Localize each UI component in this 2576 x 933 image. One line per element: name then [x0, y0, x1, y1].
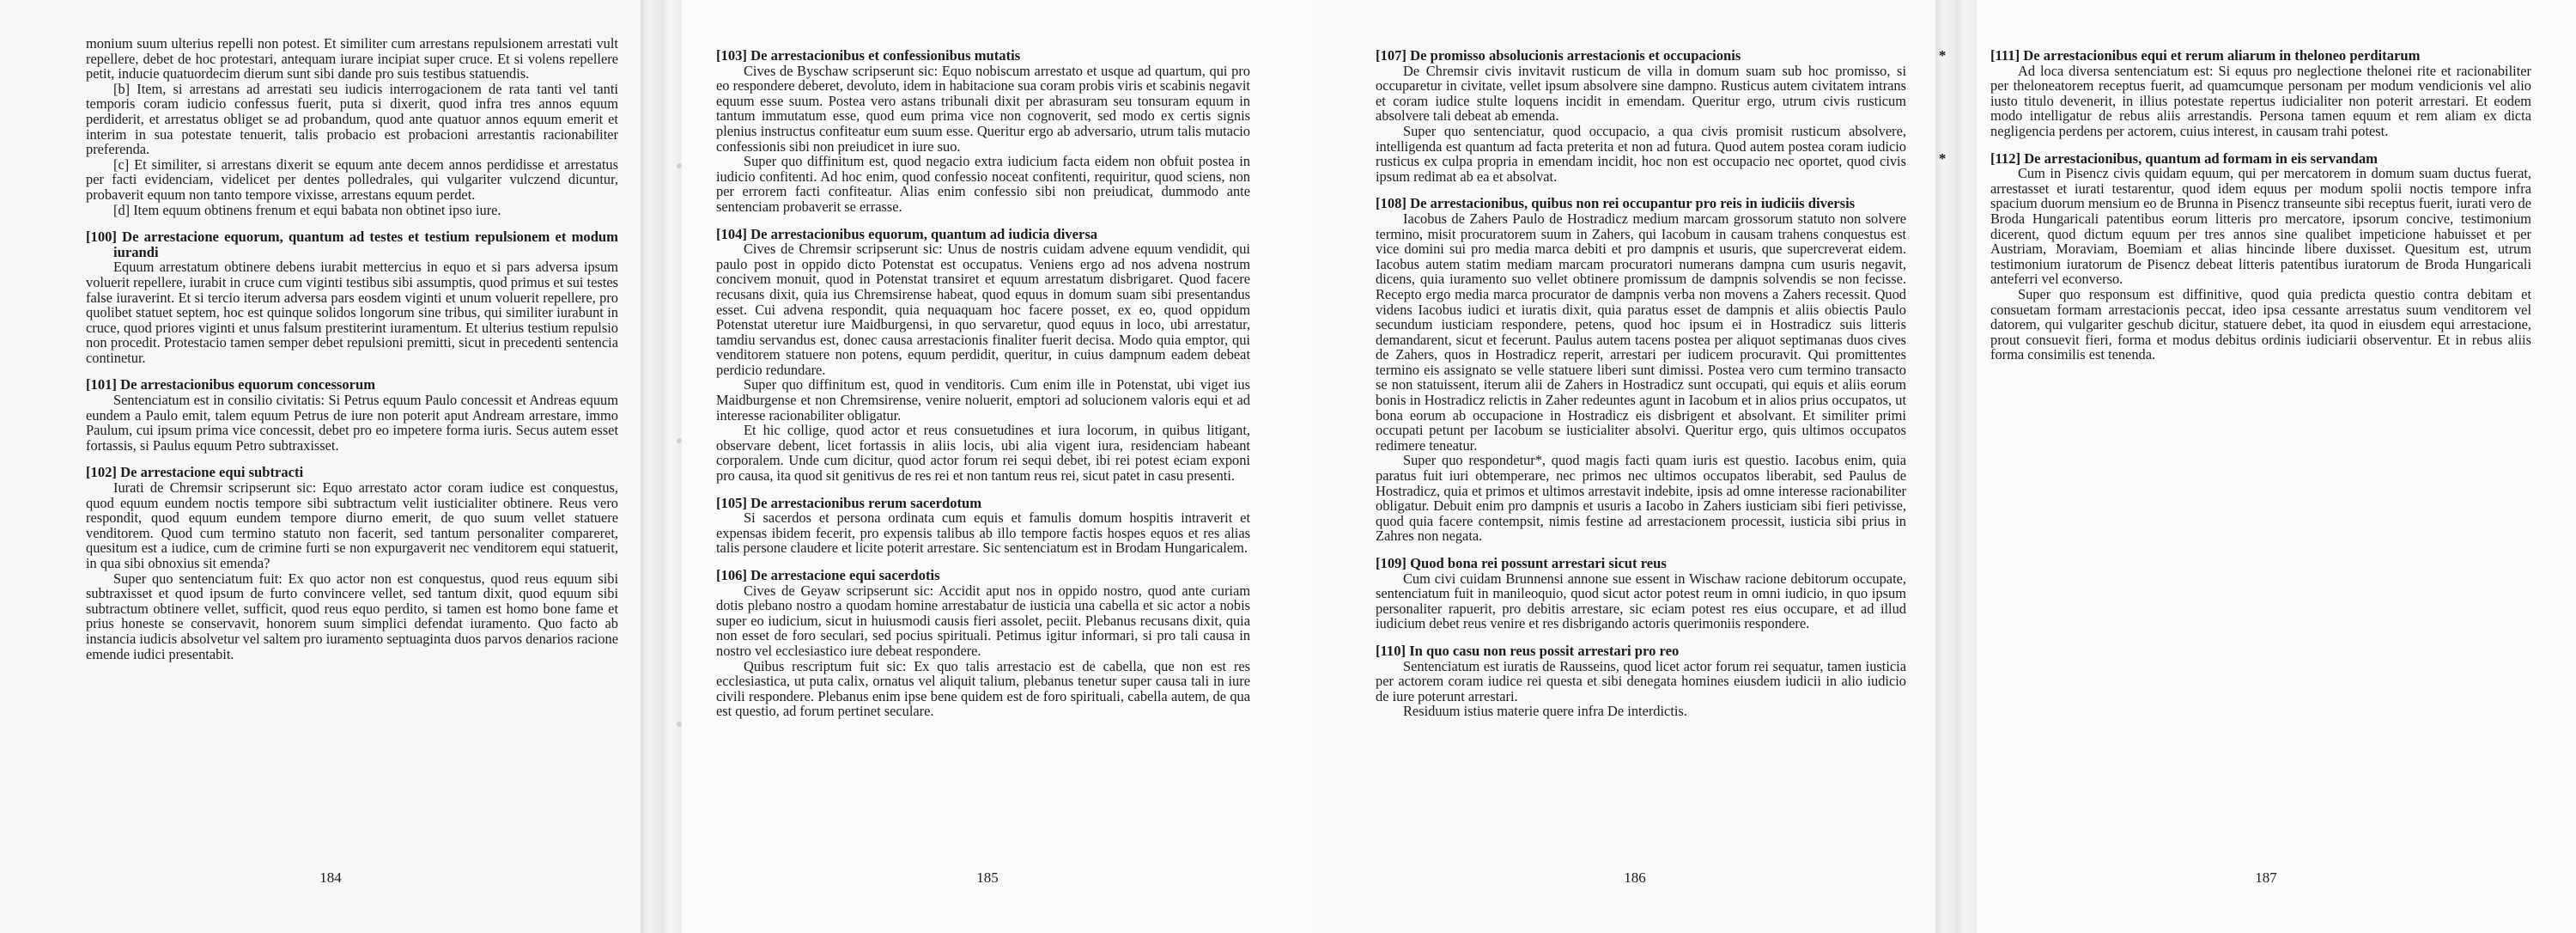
body-paragraph: Cum in Pisencz civis quidam equum, qui per mercatorem in domum suam ductus fuerat, arrestasset et iurati testarentur, quod idem equus per modum spolii noctis tempore infra spacium duorum mensium eo de Brunna in Pisencz transeunte sibi receptus fuerit, iurati vero de Broda Hungaricali patentibus eorum litteris pro mercatore, ipsorum concive, testimonium dicerent, quod dictum equum per tres annos sine qualibet impeticione habuisset et per Austriam, Moraviam, Boemiam et alias hincinde libere duxisset. Quesitum est, utrum testimonium iuratorum de Pisencz debeat litteris patentibus iuratorum de Broda Hungaricali anteferri vel econverso. — [1990, 165, 2531, 288]
body-paragraph: Cives de Chremsir scripserunt sic: Unus de nostris cuidam advene equum vendidit, qui paulo post in oppido dicto Potenstat est occupatus. Veniens ergo ad nos advena nostrum concivem monuit, quod in Potenstat transiret et equum arrestatum disbrigaret. Quod facere recusans dixit, quia ius Chremsirense habeat, quod equus in domum suam sibi presentandus esset. Cui advena respondit, quia nequaquam hoc facere posset, ex eo, quod oppidum Potenstat uteretur iure Maidburgensi, in quo servaretur, quod equus in loco, ubi arrestatur, tamdiu servandus est, donec causa arrestacionis finaliter fuerit decisa. Modo quia emptor, qui venditorem statuere non potens, equum perdidit, queritur, in cuius dampnum eadem debeat perdicio redundare. — [716, 241, 1250, 378]
section-number: [109] — [1376, 555, 1406, 571]
scan-speck — [677, 438, 682, 443]
section-title: De arrestacionibus et confessionibus mutatis — [750, 47, 1021, 64]
scan-speck — [677, 722, 682, 727]
page-gutter-shadow — [1956, 0, 1977, 933]
page-text-186 — [1376, 36, 1906, 719]
book-page-186 — [1314, 0, 1956, 933]
section-heading — [716, 496, 1250, 511]
section-heading — [1376, 643, 1906, 659]
page-gutter-shadow — [641, 0, 661, 933]
section-title: De arrestacionibus, quantum ad formam in eis servandam — [2024, 149, 2378, 167]
section-title: De arrestacione equorum, quantum ad testes et testium repulsionem et modum iurandi — [113, 229, 618, 260]
section-number: [101] — [86, 376, 117, 393]
section-heading — [1990, 48, 2531, 64]
section-number: [100] — [86, 229, 117, 246]
page-text-185 — [716, 36, 1250, 719]
body-paragraph: Super quo responsum est diffinitive, quod quia predicta questio contra debitam et consuetam formam arrestacionis peccat, ideo ipsa cessante arrestatus suum venditorem vel datorem, qui vulgariter geschub dicitur, statuere debet, ita quod in eiusdem equi arrestacione, prout consuevit fieri, forma et modus debitus ordinis iudiciarii observentur. Et in rebus aliis forma consimilis est tenenda. — [1990, 285, 2531, 363]
section-heading — [716, 227, 1250, 242]
body-paragraph: Residuum istius materie quere infra De interdictis. — [1403, 703, 1687, 720]
book-page-184 — [0, 0, 661, 933]
section-title: De arrestacione equi sacerdotis — [750, 567, 940, 583]
page-number: 187 — [2255, 869, 2277, 886]
book-page-185 — [661, 0, 1314, 933]
body-paragraph: [c] Et similiter, si arrestans dixerit se equum ante decem annos perdidisse et arrestatus per facti evidenciam, videlicet per dentes polledrales, qui vulgariter vulczend dicuntur, probaverit equum non tanto tempore vixisse, arrestans equum perdet. — [86, 156, 618, 203]
body-paragraph: Et hic collige, quod actor et reus consuetudines et iura locorum, in quibus litigant, observare debent, licet fortassis in aliis locis, ubi alia vigent iura, residenciam habeant corporalem. Unde cum dicitur, quod actor forum rei sequi debet, ibi rei potest eciam exponi pro causa, ita quod sit genitivus de res rei et non tantum reus rei, sicut patet in casu presenti. — [716, 422, 1250, 485]
section-number: [106] — [716, 567, 747, 583]
book-page-187 — [1956, 0, 2576, 933]
section-title: Quod bona rei possunt arrestari sicut reus — [1410, 555, 1667, 571]
body-paragraph: Iurati de Chremsir scripserunt sic: Equo arrestato actor coram iudice est conquestus, quod equum eundem noctis tempore sibi subtractum velit iusticialiter obtinere. Reus vero respondit, quod equum eundem tempore diurno emerit, de quo suum vellet statuere venditorem. Quod cum termino statuto non facerit, sed tantum personaliter compareret, quesitum est a iudice, cum de crimine furti se non expurgaverit nec venditorem equi statuerit, in qua sibi obnoxius sit emenda? — [86, 479, 618, 571]
section-number: [103] — [716, 47, 747, 64]
page-number: 184 — [319, 869, 342, 886]
body-paragraph: Super quo respondetur*, quod magis facti quam iuris est questio. Iacobus enim, quia paratus fuit iuri obtemperare, nec primos nec ultimos occupatos liberabit, sed Paulus de Hostradicz, quia et primos et ultimos arrestavit indebite, ipsis ad omne interesse racionabiliter obligatur. Debuit enim pro dampnis et usuris a Iacobo in Zahers iusticiam sibi fieri petivisse, quod quia facere contempsit, nimis festine ad arrestacionem processit, iusticia sibi prius in Zahres non negata. — [1376, 452, 1906, 545]
section-heading — [1376, 48, 1906, 64]
body-paragraph: [d] Item equum obtinens frenum et equi babata non obtinet ipso iure. — [113, 201, 501, 218]
body-paragraph: monium suum ulterius repelli non potest. Et similiter cum arrestans repulsionem arrestati vult repellere, debet de hoc protestari, antequam iurare incipiat super cruce. Et si volens repellere petit, inducie quatuordecim dierum sunt sibi dande pro suis testibus statuendis. — [86, 35, 618, 82]
body-paragraph: Sentenciatum est in consilio civitatis: Si Petrus equum Paulo concessit et Andreas equum eundem a Paulo emit, talem equum Petrus de iure non poterit aput Andream arrestare, immo Paulum, cui ipsum prima vice concessit, debet pro eo impetere forma iuris. Secus autem esset fortassis, si Paulus equum Petro subtraxisset. — [86, 392, 618, 454]
page-text-187 — [1990, 36, 2531, 363]
body-paragraph: Super quo sentenciatum fuit: Ex quo actor non est conquestus, quod reus equum sibi subtraxisset et quod ipsum de furto convincere vellet, sed tantum dixit, quod equum sibi subtractum obtinere vellet, sufficit, quod reus equo perdito, si tamen est homo bone fame et prius honeste se conservavit, honorem suum simplici defendat iuramento. Quo facto ab instancia iudicis absolvetur vel saltem pro iuramento septuaginta duos parvos denarios racione emende iudici presentabit. — [86, 570, 618, 662]
section-number: [107] — [1376, 47, 1406, 64]
body-paragraph: Equum arrestatum obtinere debens iurabit mettercius in equo et si pars adversa ipsum voluerit repellere, iurabit in cruce cum viginti testibus sibi assumptis, quod primus et sui testes false iuraverint. Et si tercio iterum adversa pars eosdem viginti et unum voluerit repellere, pro quolibet statuet septem, hoc est quinque solidos longorum sine tribus, qui similiter iurabunt in cruce, quod priores viginti et unus falsum prestiterint iuramentum. Et ulterius testium repulsio non procedit. Protestacio tamen semper debet repulsioni premitti, sicut in precedenti sentencia continetur. — [86, 259, 619, 366]
section-number: [108] — [1376, 195, 1406, 212]
page-gutter-shadow — [1935, 0, 1956, 933]
section-number: [102] — [86, 464, 117, 481]
body-paragraph: De Chremsir civis invitavit rusticum de villa in domum suam sub hoc promisso, si occuparetur in civitate, vellet ipsum absolvere sine dampno. Rusticus autem civitatem intrans et coram iudice stulte loquens incidit in emendam. Queritur ergo, utrum civis rusticum absolvere tali debeat ab emenda. — [1376, 62, 1906, 125]
body-paragraph: Iacobus de Zahers Paulo de Hostradicz medium marcam grossorum statuto non solvere termino, misit procuratorem suum in Zahers, qui Iacobum in causam trahens conquestus est vice domini sui pro media marca debiti et pro dampnis et usuris, que supercreverat eidem. Iacobus autem statim mediam marcam procuratori numerans dampna cum usuris negavit, dicens, quia iuramento suo vellet obtinere promissum de dampnis solvendis se non fecisse. Recepto ergo media marca procurator de dampnis verba non movens a Zahers recessit. Quod videns Iacobus iudici et iuratis dixit, quia paratus esset de dampnis et aliis obiectis Paulo secundum iusticiam respondere, petens, quod hoc ipsum ei in Hostradicz suis litteris demandarent, sicut et fecerunt. Paulus autem tacens postea per aliquot septimanas duos cives de Zahers, quos in Hostradicz reperit, arrestari per iudicem procuravit. Qui promittentes termino eis assignato se velle statuere liberi sunt dimissi. Postea vero cum termino transacto se non statuissent, iterum alii de Zahers in Hostradicz sunt occupati, qui equis et aliis eorum bonis in Hostradicz relictis in Zaher redeuntes agunt in Iacobum et in alios prius occupatos, ut bona eorum ab occupacione in Hostradicz eis disbrigent et absolvant. Et similiter primi occupati petunt per Iacobum se iusticialiter absolvi. Queritur ergo, quis ultimos occupatos redimere teneatur. — [1376, 210, 1906, 454]
body-paragraph: [b] Item, si arrestans ad arrestati seu iudicis interrogacionem de rata tanti vel tanti temporis coram iudicio confessus fuerit, puta si dixerit, quod infra tres annos equum perdiderit, et arrestatus obliget se ad probandum, quod ante quatuor annos equum emerit et interim in sua potestate tenuerit, talis probacio est probacioni arrestantis racionabiliter preferenda. — [86, 80, 618, 158]
section-title: De arrestacionibus rerum sacerdotum — [750, 494, 982, 511]
section-title: De arrestacionibus equorum, quantum ad iudicia diversa — [750, 225, 1098, 242]
page-number: 185 — [976, 869, 999, 886]
section-heading — [1376, 556, 1906, 571]
section-title: In quo casu non reus possit arrestari pro reo — [1409, 642, 1680, 659]
section-heading — [86, 229, 618, 259]
body-paragraph: Ad loca diversa sentenciatum est: Si equus pro neglectione thelonei rite et racionabiliter per theloneatorem receptus fuerit, ad quamcumque personam per modum vendicionis vel alio iusto titulo devenerit, in illius potestate repertus iudicialiter non poterit arrestari. Et eodem modo intelligatur de rebus aliis arrestandis. Persona tamen equum et rem aliam ex dicta negligencia perdens per actorem, cuius interest, in causam trahi potest. — [1990, 62, 2531, 139]
body-paragraph: Super quo sentenciatur, quod occupacio, a qua civis promisit rusticum absolvere, intelligenda est quantum ad facta preterita et non ad futura. Quod autem postea coram iudicio rusticus ex culpa propria in emendam incidit, hoc non est occupacio nec oportet, quod civis ipsum redimat ab ea et absolvat. — [1376, 122, 1906, 185]
section-number: [112] — [1990, 149, 2021, 167]
scan-speck — [677, 163, 682, 168]
section-title: De arrestacione equi subtracti — [120, 464, 304, 481]
section-heading — [1990, 151, 2531, 167]
section-heading — [716, 568, 1250, 583]
body-paragraph: Sentenciatum est iuratis de Rausseins, quod licet actor forum rei sequatur, tamen iusticia per actorem coram iudice rei questa et sibi denegata homines eiusdem iudicii in alio iudicio de iure poterunt arrestari. — [1376, 657, 1906, 704]
section-heading — [716, 48, 1250, 64]
body-paragraph: Quibus rescriptum fuit sic: Ex quo talis arrestacio est de cabella, que non est res ecclesiastica, ut puta calix, ornatus vel aliquit talium, plebanus tenetur super causa tali in iure civili respondere. Plebanus enim ipse bene quidem est de foro spirituali, cabella autem, de qua est questio, ad forum pertinet seculare. — [716, 657, 1250, 720]
section-number: [104] — [716, 225, 747, 242]
section-heading — [86, 465, 618, 480]
section-number: [111] — [1990, 47, 2020, 64]
section-title: De promisso absolucionis arrestacionis et occupacionis — [1410, 47, 1741, 64]
section-title: De arrestacionibus equorum concessorum — [120, 376, 376, 393]
section-heading — [86, 377, 618, 393]
body-paragraph: Cum civi cuidam Brunnensi annone sue essent in Wischaw racione debitorum occupate, sentenciatum fuit in manileoquio, quod sicut actor potest reum in omni iudicio, in quo ipsum personaliter rapuerit, pro debitis arrestare, sic eciam potest res eius occupare, et ad illud iudicium debet reus venire et res disbrigando actoris querimoniis respondere. — [1376, 570, 1906, 632]
page-text-184 — [86, 36, 618, 662]
body-paragraph: Super quo diffinitum est, quod negacio extra iudicium facta eidem non obfuit postea in iudicio confitenti. Ad hoc enim, quod confessio noceat confitenti, requiritur, quod sciens, non per errorem facti confiteatur. Alias enim confessio sibi non preiudicat, dummodo ante sentenciam probaverit se errasse. — [716, 153, 1250, 215]
body-paragraph: Cives de Byschaw scripserunt sic: Equo nobiscum arrestato et usque ad quartum, qui pro eo respondere deberet, devoluto, idem in habitacione sua coram probis viris et scabinis negavit equum esse suum. Postea vero astans tribunali dixit per abrasuram seu tonsuram equum in tantum immutatum esse, quod eum prima vice non cognoverit, sed modo ex certis signis plenius instructus confiteatur eum suum esse. Queritur ergo ab adversario, utrum talis mutacio confessionis sibi non preiudicet in iure suo. — [716, 62, 1250, 155]
page-gutter-shadow — [661, 0, 682, 933]
page-number: 186 — [1624, 869, 1646, 886]
section-number: [110] — [1376, 642, 1406, 659]
body-paragraph: Si sacerdos et persona ordinata cum equis et famulis domum hospitis intraverit et expensas ibidem fecerit, pro expensis talibus ab illo tempore factis hospes equos et res alias talis persone claudere et licite poterit arrestare. Sic sentenciatum est in Brodam Hungaricalem. — [716, 509, 1250, 557]
body-paragraph: Cives de Geyaw scripserunt sic: Accidit aput nos in oppido nostro, quod ante curiam dotis plebano nostro a quodam homine arrestabatur de iusticia una cabella et sic actor a nobis super eo iudicium, sicut in huiusmodi causis fieri assolet, peciit. Plebanus recusans dixit, quia non esset de foro seculari, sed pocius spirituali. Petimus igitur informari, si pro tali causa in nostro vel ecclesiastico iure debeat respondere. — [716, 582, 1250, 659]
section-title: De arrestacionibus equi et rerum aliarum in theloneo perditarum — [2023, 47, 2421, 64]
section-number: [105] — [716, 494, 747, 511]
section-title: De arrestacionibus, quibus non rei occupantur pro reis in iudiciis diversis — [1410, 195, 1856, 212]
body-paragraph: Super quo diffinitum est, quod in venditoris. Cum enim ille in Potenstat, ubi viget ius Maidburgense et non Chremsirense, venire noluerit, emptori ad solucionem valoris equi et ad interesse racionabiliter obligatur. — [716, 376, 1250, 424]
section-heading — [1376, 196, 1906, 211]
